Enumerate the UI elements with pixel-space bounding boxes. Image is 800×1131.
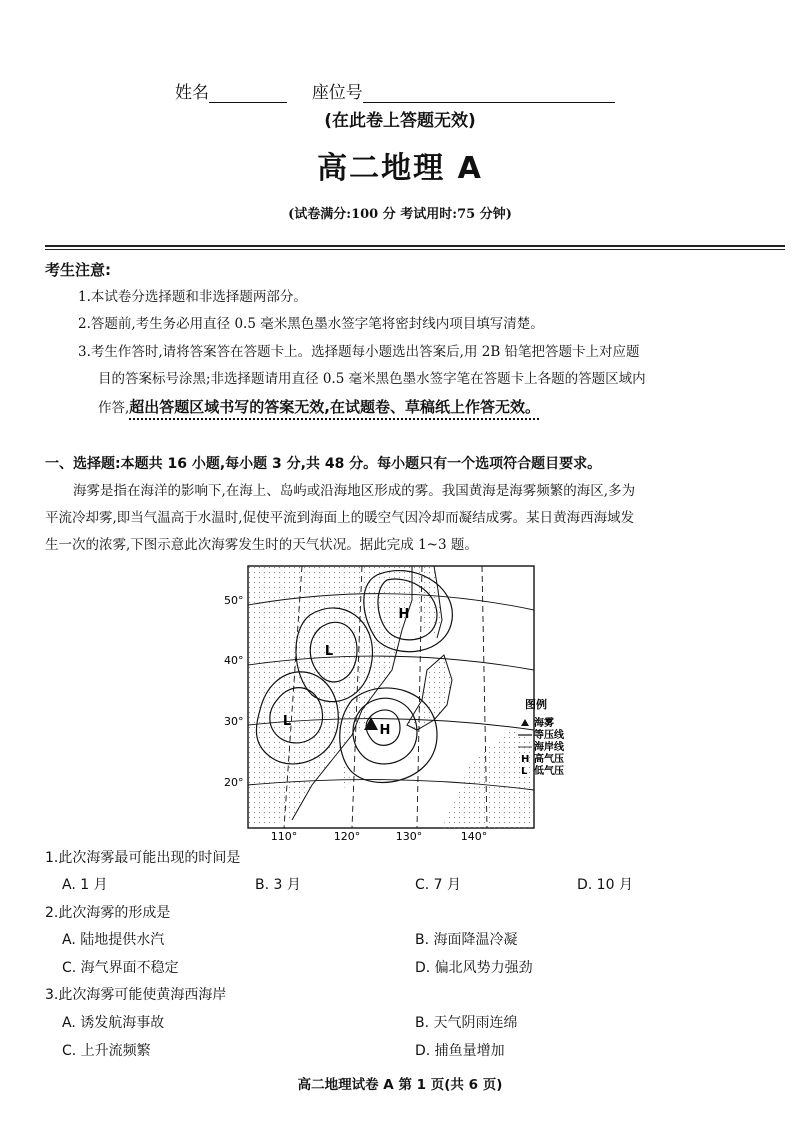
name-label: 姓名 bbox=[175, 83, 209, 103]
question-3-option-a[interactable]: A. 诱发航海事故 bbox=[62, 1015, 165, 1031]
legend-symbol-high: H bbox=[521, 754, 530, 765]
weather-map bbox=[212, 560, 592, 845]
attention-item-3-line-3 bbox=[98, 394, 540, 421]
attention-item-1: 1.本试卷分选择题和非选择题两部分。 bbox=[78, 289, 307, 305]
attention-emphasis: 超出答题区域书写的答案无效,在试题卷、草稿纸上作答无效。 bbox=[129, 398, 540, 416]
question-2-option-c[interactable]: C. 海气界面不稳定 bbox=[62, 960, 179, 976]
question-1-option-b[interactable]: B. 3 月 bbox=[255, 877, 301, 893]
legend-label-coastline: 海岸线 bbox=[534, 742, 564, 753]
intro-line-3: 生一次的浓雾,下图示意此次海雾发生时的天气状况。据此完成 1~3 题。 bbox=[45, 537, 478, 553]
question-2-option-b[interactable]: B. 海面降温冷凝 bbox=[415, 932, 518, 948]
question-3-option-c[interactable]: C. 上升流频繁 bbox=[62, 1043, 151, 1059]
question-3-option-b[interactable]: B. 天气阴雨连绵 bbox=[415, 1015, 518, 1031]
name-seat-line bbox=[175, 78, 615, 103]
attention-heading: 考生注意: bbox=[45, 261, 111, 279]
lon-label-120: 120° bbox=[333, 830, 361, 843]
lat-label-30: 30° bbox=[224, 715, 244, 728]
lat-label-50: 50° bbox=[224, 594, 244, 607]
question-1-option-d[interactable]: D. 10 月 bbox=[577, 877, 633, 893]
attention-item-3-line-2: 目的答案标号涂黑;非选择题请用直径 0.5 毫米黑色墨水签字笔在答题卡上各题的答题区域内 bbox=[98, 371, 646, 387]
legend-label-high: 高气压 bbox=[534, 754, 564, 765]
question-1-stem: 1.此次海雾最可能出现的时间是 bbox=[45, 850, 241, 866]
pressure-label-high-north: H bbox=[398, 607, 410, 622]
seat-label: 座位号 bbox=[311, 83, 363, 103]
question-1-option-c[interactable]: C. 7 月 bbox=[415, 877, 462, 893]
pressure-label-low-south: L bbox=[282, 714, 292, 729]
pressure-label-low-north: L bbox=[324, 644, 334, 659]
legend-label-fog: 海雾 bbox=[534, 718, 554, 729]
name-blank[interactable] bbox=[209, 86, 287, 103]
lon-label-110: 110° bbox=[270, 830, 298, 843]
legend-symbol-low: L bbox=[521, 766, 528, 777]
exam-info: (试卷满分:100 分 考试用时:75 分钟) bbox=[288, 207, 512, 222]
question-2-option-d[interactable]: D. 偏北风势力强劲 bbox=[415, 960, 533, 976]
attention-prefix: 作答, bbox=[98, 400, 130, 416]
seat-blank[interactable] bbox=[363, 86, 615, 103]
lon-label-140: 140° bbox=[460, 830, 488, 843]
attention-item-3: 3.考生作答时,请将答案答在答题卡上。选择题每小题选出答案后,用 2B 铅笔把答题卡上对应题 bbox=[78, 344, 640, 360]
pressure-label-high-south: H bbox=[379, 723, 391, 738]
attention-item-2: 2.答题前,考生务必用直径 0.5 毫米黑色墨水签字笔将密封线内项目填写清楚。 bbox=[78, 316, 544, 332]
question-3-stem: 3.此次海雾可能使黄海西海岸 bbox=[45, 987, 227, 1003]
question-2-stem: 2.此次海雾的形成是 bbox=[45, 905, 171, 921]
section1-heading: 一、选择题:本题共 16 小题,每小题 3 分,共 48 分。每小题只有一个选项符合题目要求。 bbox=[45, 456, 602, 472]
question-2-option-a[interactable]: A. 陆地提供水汽 bbox=[62, 932, 165, 948]
page-footer: 高二地理试卷 A 第 1 页(共 6 页) bbox=[297, 1077, 503, 1093]
legend-title: 图例 bbox=[525, 698, 547, 711]
question-3-option-d[interactable]: D. 捕鱼量增加 bbox=[415, 1043, 505, 1059]
question-1-option-a[interactable]: A. 1 月 bbox=[62, 877, 108, 893]
divider bbox=[45, 245, 785, 247]
lat-label-40: 40° bbox=[224, 654, 244, 667]
legend-label-low: 低气压 bbox=[534, 766, 564, 777]
intro-line-2: 平流冷却雾,即当气温高于水温时,促使平流到海面上的暖空气因冷却而凝结成雾。某日黄海西海域发 bbox=[45, 510, 635, 526]
legend-label-isobar: 等压线 bbox=[534, 730, 564, 741]
intro-line-1: 海雾是指在海洋的影响下,在海上、岛屿或沿海地区形成的雾。我国黄海是海雾频繁的海区,多为 bbox=[73, 483, 636, 499]
lat-label-20: 20° bbox=[224, 776, 244, 789]
page-title: 高二地理 A bbox=[317, 151, 483, 186]
lon-label-130: 130° bbox=[395, 830, 423, 843]
divider-thin bbox=[45, 249, 785, 250]
invalid-notice: (在此卷上答题无效) bbox=[324, 111, 476, 131]
